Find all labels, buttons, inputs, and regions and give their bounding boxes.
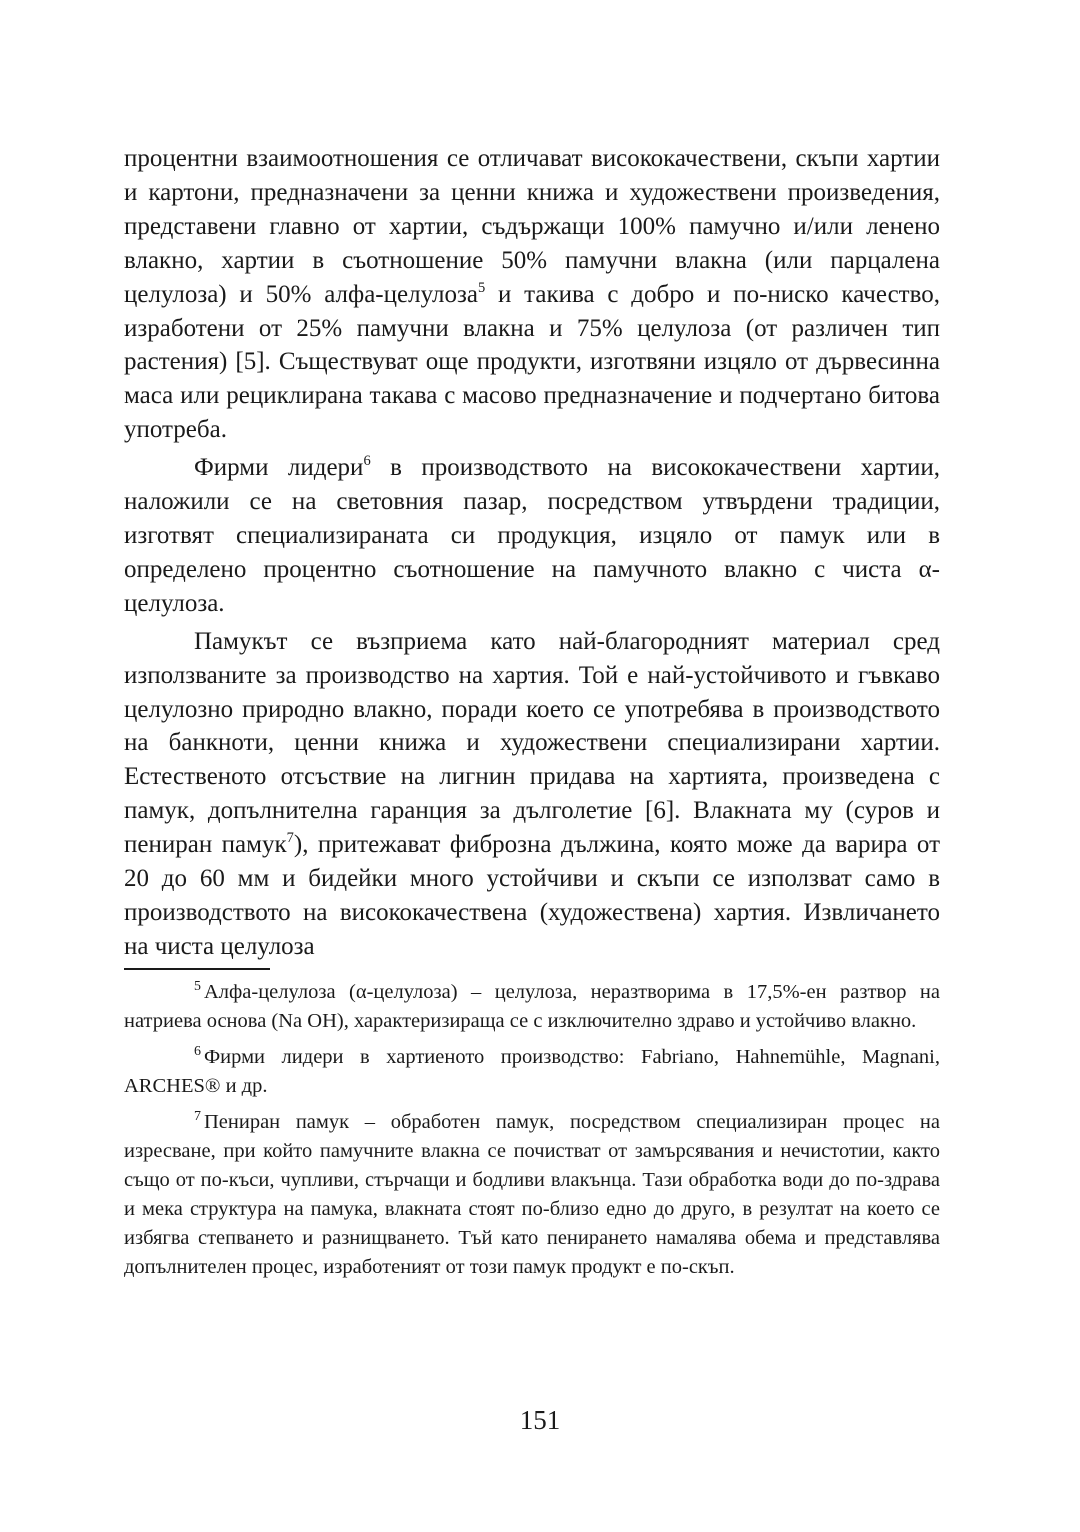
footnote-text: Алфа-целулоза (α-целулоза) – целулоза, неразтворима в 17,5%-ен разтвор на натриева основа (Na OH), характеризираща се с изключително здраво и устойчиво влакно. xyxy=(124,981,940,1032)
footnote-divider xyxy=(124,968,270,970)
footnote-ref-5[interactable]: 5 xyxy=(477,279,486,296)
footnote-6 xyxy=(124,1043,940,1101)
footnote-text: Пениран памук – обработен памук, посредством специализиран процес на изресване, при който памучните влакна се почистват от замърсявания и нечистотии, както също от по-къси, чупливи, стърчащи и бодливи влакънца. Тази обработка води до по-здрава и мека структура на памука, влакната стоят по-близо едно до друго, в резултат на което се избягва степването и разнищването. Тъй като пенирането намалява обема и представлява допълнителен процес, изработеният от този памук продукт е по-скъп. xyxy=(124,1111,940,1278)
body-text xyxy=(124,142,940,964)
paragraph-3: Памукът се възприема като най-благородният материал сред използваните за производство на хартия. Той е най-устойчивото и гъвкаво целулозно природно влакно, поради което се употребява в производството на банкноти, ценни книжа и художествени специализирани хартии. Естественото отсъствие на лигнин придава на хартията, произведена с памук, допълнителна гаранция за дълголетие [6]. Влакната му (суров и пениран памук$^7$), притежават фиброзна дължина, която може да варира от 20 до 60 мм и бидейки много устойчиви и скъпи се използват само в производството на висококачествена (художествена) хартия. Извличането на чиста целулоза xyxy=(124,627,940,960)
footnotes xyxy=(124,978,940,1282)
page-number: 151 xyxy=(519,1405,561,1435)
footnote-number: 6 xyxy=(194,1044,201,1060)
footnote-number: 5 xyxy=(194,979,201,995)
footnote-5 xyxy=(124,978,940,1036)
footnote-number: 7 xyxy=(194,1109,201,1125)
footnote-ref-6[interactable]: 6 xyxy=(363,453,371,470)
footnote-7 xyxy=(124,1108,940,1282)
footnote-ref-7[interactable]: 7 xyxy=(286,830,294,847)
footnote-text: Фирми лидери в хартиеното производство: Fabriano, Hahnemühle, Magnani, ARCHES® и др. xyxy=(124,1046,940,1097)
paragraph-1: процентни взаимоотношения се отличават висококачествени, скъпи хартии и картони, предназначени за ценни книжа и художествени произведения, представени главно от хартии, съдържащи 100% памучно и/или ленено влакно, хартии в съотношение 50% памучни влакна (или парцалена целулоза) и 50% алфа-целулоза$^5$ и такива с добро и по-ниско качество, изработени от 25% памучни влакна и 75% целулоза (от различен тип растения) [5]. Съществуват още продукти, изготвяни изцяло от дървесинна маса или рециклирана такава с масово предназначение и подчертано битова употреба. xyxy=(124,145,940,444)
paragraph-2: Фирми лидери$^6$ в производството на висококачествени хартии, наложили се на световния пазар, посредством утвърдени традиции, изготвят специализираната си продукция, изцяло от памук или в определено процентно съотношение на памучното влакно с чиста α-целулоза. xyxy=(124,453,941,617)
